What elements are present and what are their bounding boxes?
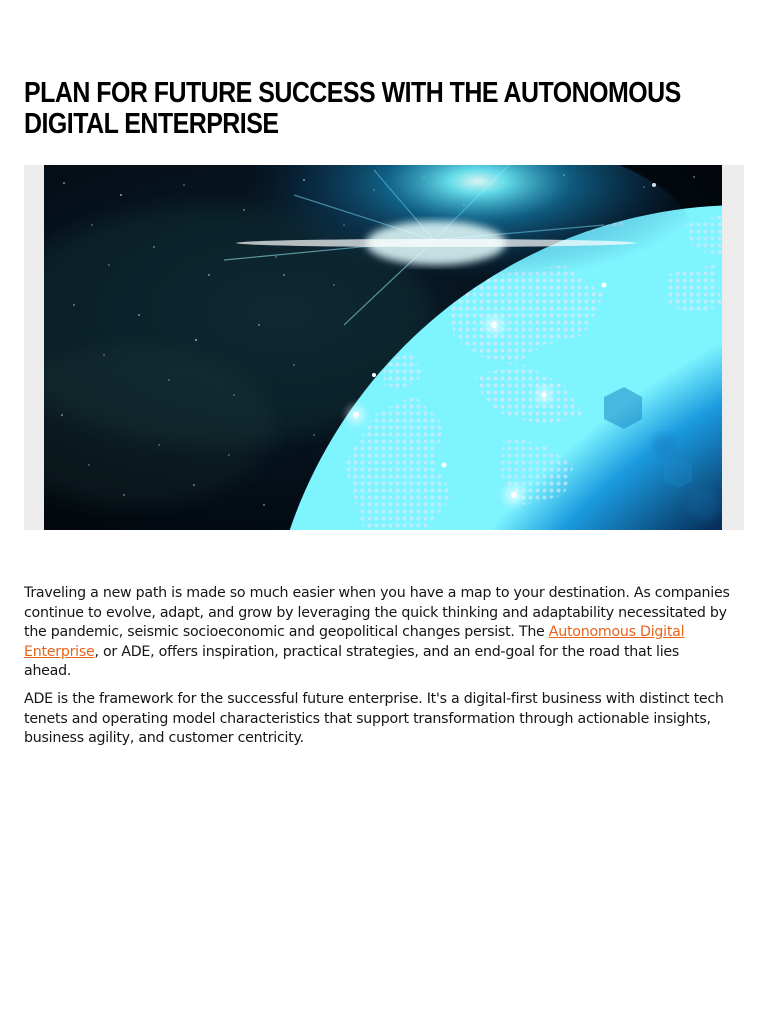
ade-link[interactable]: Autonomous Digital Enterprise: [24, 624, 685, 660]
article-title: PLAN FOR FUTURE SUCCESS WITH THE AUTONOMOUS DIGITAL ENTERPRISE: [24, 77, 681, 140]
article-body: [24, 584, 730, 757]
earth-network-icon: [44, 165, 722, 530]
paragraph-intro: [24, 584, 730, 682]
paragraph-intro-text-after: , or ADE, offers inspiration, practical strategies, and an end-goal for the road that lies ahead.: [24, 643, 680, 680]
hero-image-frame: [24, 165, 744, 530]
paragraph-framework: ADE is the framework for the successful future enterprise. It's a digital-first business with distinct tech tenets and operating model characteristics that support transformation through actionable insights, business agility, and customer centricity.: [24, 690, 724, 747]
paragraph-intro-text: Traveling a new path is made so much easier when you have a map to your destination. As companies continue to evolve, adapt, and grow by leveraging the quick thinking and adaptability necessitated by the pandemic, seismic socioeconomic and geopolitical changes persist. The: [24, 585, 730, 641]
hero-image-earth: [44, 165, 722, 530]
